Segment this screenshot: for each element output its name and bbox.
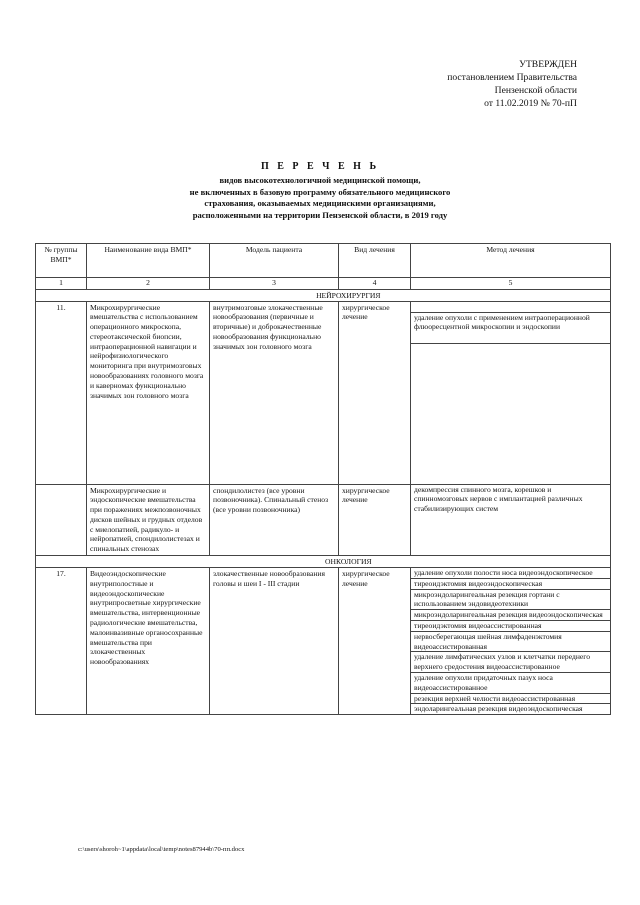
treatment-type: хирургическое лечение <box>339 568 411 715</box>
column-number: 2 <box>87 278 210 290</box>
document-title <box>0 161 640 221</box>
approval-line: УТВЕРЖДЕН <box>519 59 577 70</box>
title-line: видов высокотехнологичной медицинской помощи, <box>219 175 421 185</box>
section-title: НЕЙРОХИРУРГИЯ <box>87 289 611 301</box>
method-item: микроэндоларингеальная резекция гортани с использованием эндовидеотехники <box>411 590 610 611</box>
header-vmp-name: Наименование вида ВМП* <box>87 244 210 278</box>
method-item: декомпрессия спинного мозга, корешков и спинномозговых нервов с имплантацией различных стабилизирующих систем <box>414 484 583 514</box>
footer-file-path: c:\users\shoroh~1\appdata\local\temp\notes87944b\70-пп.docx <box>78 846 245 853</box>
approval-stamp <box>377 58 577 110</box>
table-row <box>36 568 611 715</box>
header-treatment-type: Вид лечения <box>339 244 411 278</box>
section-title: ОНКОЛОГИЯ <box>87 556 611 568</box>
method-item: тиреоидэктомия видеоассистированная <box>411 621 610 632</box>
method-item: удаление опухоли придаточных пазух носа видеоассистированное <box>411 673 610 694</box>
group-number <box>36 484 87 556</box>
treatment-methods <box>411 301 611 484</box>
patient-model: спондилолистез (все уровни позвоночника). Спинальный стеноз (все уровни позвоночника) <box>210 484 339 556</box>
table-header-row <box>36 244 611 278</box>
treatment-methods <box>411 568 611 715</box>
title-line: страхования, оказываемых медицинскими организациями, <box>204 198 436 208</box>
approval-line: Пензенской области <box>494 85 577 96</box>
section-row <box>36 289 611 301</box>
column-number: 5 <box>411 278 611 290</box>
method-item: микроэндоларингеальная резекция видеоэндоскопическая <box>411 610 610 621</box>
group-number: 17. <box>36 568 87 715</box>
vmp-name: Микрохирургические вмешательства с использованием операционного микроскопа, стереотаксической биопсии, интраоперационной навигации и нейрофизиологического мониторинга при внутримозговых новообразованиях головного мозга и каверномах функционально значимых зон головного мозга <box>87 301 210 484</box>
method-item: нервосберегающая шейная лимфаденэктомия видеоассистированная <box>411 632 610 653</box>
approval-line: постановлением Правительства <box>447 72 577 83</box>
title-line: расположенными на территории Пензенской области, в 2019 году <box>192 209 448 220</box>
treatment-type: хирургическое лечение <box>339 484 411 556</box>
method-item <box>411 302 610 313</box>
table-row <box>36 301 611 484</box>
vmp-name: Видеоэндоскопические внутриполостные и видеоэндоскопические внутрипросветные хирургические вмешательства, интервенционные радиологические вмешательства, малоинвазивные органосохранные вмешательства при злокачественных новообразованиях <box>87 568 210 715</box>
header-group-number: № группы ВМП* <box>36 244 87 278</box>
patient-model: внутримозговые злокачественные новообразования (первичные и вторичные) и доброкачественные новообразования функционально значимых зон головного мозга <box>210 301 339 484</box>
approval-line: от 11.02.2019 № 70-пП <box>484 98 577 109</box>
table-row <box>36 484 611 556</box>
title-word: П Е Р Е Ч Е Н Ь <box>260 161 380 172</box>
header-patient-model: Модель пациента <box>210 244 339 278</box>
method-item: удаление лимфатических узлов и клетчатки переднего верхнего средостения видеоассистированное <box>411 652 610 673</box>
treatment-methods <box>411 484 611 556</box>
title-line: не включенных в базовую программу обязательного медицинского <box>189 186 451 197</box>
column-number: 3 <box>210 278 339 290</box>
treatment-type: хирургическое лечение <box>339 301 411 484</box>
column-number-row <box>36 278 611 290</box>
method-item: тиреоидэктомия видеоэндоскопическая <box>411 579 610 590</box>
vmp-table <box>35 243 611 715</box>
header-treatment-method: Метод лечения <box>411 244 611 278</box>
method-item: резекция верхней челюсти видеоассистированная <box>411 694 610 705</box>
method-item: удаление опухоли с применением интраоперационной флюоресцентной микроскопии и эндоскопии <box>411 313 610 344</box>
column-number: 1 <box>36 278 87 290</box>
group-number: 11. <box>36 301 87 484</box>
vmp-name: Микрохирургические и эндоскопические вмешательства при поражениях межпозвоночных дисков шейных и грудных отделов с миелопатией, радикуло- и нейропатией, спондилолистезах и спинальных стенозах <box>87 484 210 556</box>
method-item: удаление опухоли полости носа видеоэндоскопическое <box>411 568 610 579</box>
section-row <box>36 556 611 568</box>
method-item <box>411 344 610 484</box>
column-number: 4 <box>339 278 411 290</box>
method-item: эндоларингеальная резекция видеоэндоскопическая <box>414 704 583 714</box>
patient-model: злокачественные новообразования головы и шеи I - III стадии <box>210 568 339 715</box>
